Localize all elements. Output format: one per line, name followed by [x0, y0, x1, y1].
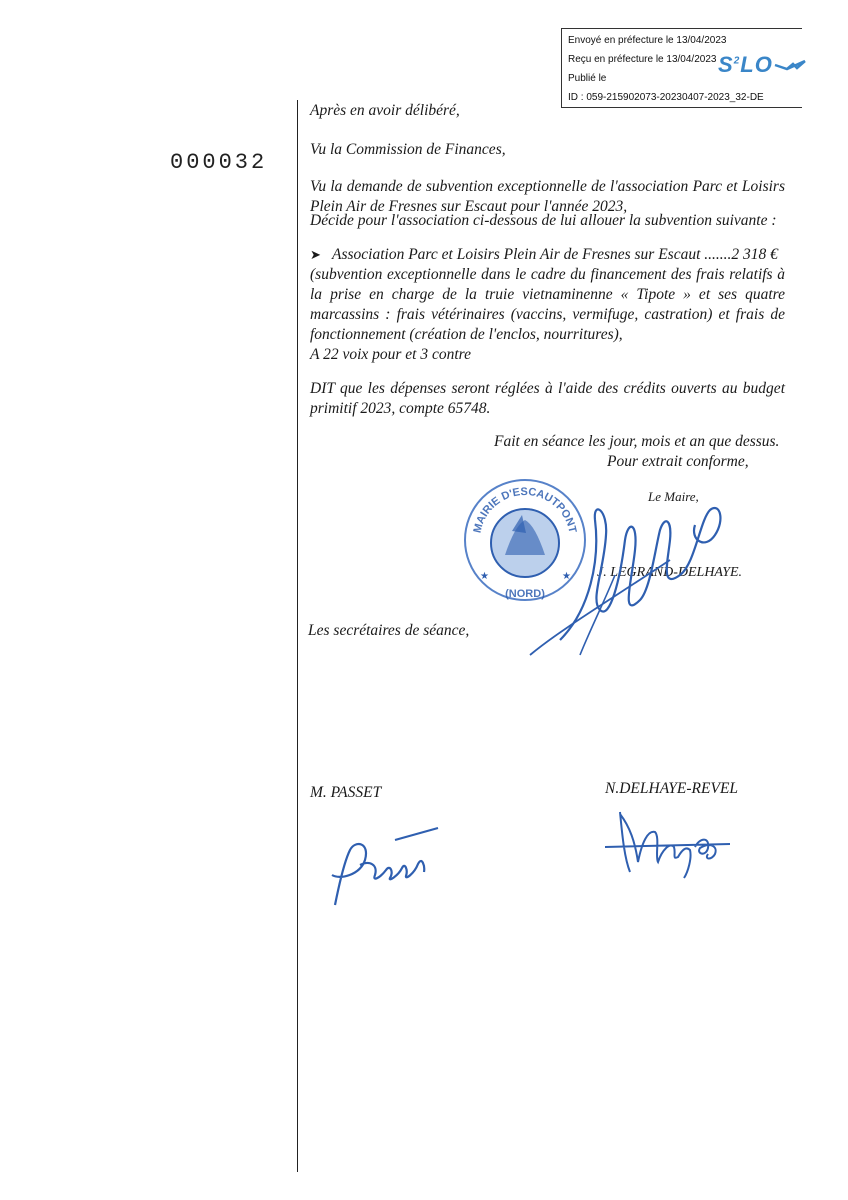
- delhaye-revel-signature: [600, 802, 740, 882]
- secretaire-2-name: N.DELHAYE-REVEL: [605, 780, 739, 797]
- bullet-line: [310, 245, 790, 265]
- passet-signature: [320, 820, 445, 910]
- arrow-bullet-icon: ➤: [310, 247, 321, 262]
- stamp-envoye: Envoyé en préfecture le 13/04/2023: [568, 35, 727, 46]
- para-demande: Vu la demande de subvention exceptionnelle de l'association Parc et Loisirs Plein Air de Fresnes sur Escaut pour l'année 2023,: [310, 178, 785, 215]
- bullet-detail: (subvention exceptionnelle dans le cadre du financement des frais relatifs à la prise en charge de la truie vietnaminenne « Tipote » et ses quatre marcassins : frais vétérinaires (vaccins, vermifuge, castration) et frais de fonctionnement (création de l'enclos, nourritures),: [310, 266, 785, 343]
- stamp-publie: Publié le: [568, 73, 607, 84]
- bullet-amount: .......2 318 €: [704, 246, 778, 263]
- para-decide: Décide pour l'association ci-dessous de lui allouer la subvention suivante :: [310, 212, 777, 229]
- para-dit: DIT que les dépenses seront réglées à l'aide des crédits ouverts au budget primitif 2023, compte 65748.: [310, 380, 785, 417]
- para-apres: Après en avoir délibéré,: [310, 102, 460, 119]
- closing-fait: Fait en séance les jour, mois et an que dessus.: [494, 433, 780, 450]
- svg-text:MAIRIE D'ESCAUTPONT: MAIRIE D'ESCAUTPONT: [471, 485, 579, 535]
- secretaire-1-name: M. PASSET: [310, 784, 382, 801]
- stamp-id: ID : 059-215902073-20230407-2023_32-DE: [568, 92, 764, 103]
- mayor-signature: [520, 480, 730, 670]
- svg-text:(NORD): (NORD): [505, 588, 545, 600]
- secretaires-label: Les secrétaires de séance,: [308, 622, 470, 639]
- closing-extrait: Pour extrait conforme,: [607, 453, 749, 470]
- svg-text:★: ★: [562, 571, 571, 582]
- maire-name: J. LEGRAND-DELHAYE.: [597, 565, 743, 580]
- svg-text:★: ★: [480, 571, 489, 582]
- margin-line: [297, 100, 298, 1172]
- maire-title: Le Maire,: [648, 489, 699, 504]
- vote-result: A 22 voix pour et 3 contre: [310, 346, 471, 363]
- bullet-association: Association Parc et Loisirs Plein Air de Fresnes sur Escaut: [332, 246, 701, 263]
- para-commission: Vu la Commission de Finances,: [310, 141, 506, 158]
- stamp-recu: Reçu en préfecture le 13/04/2023: [568, 54, 717, 65]
- document-number: 000032: [170, 150, 268, 175]
- s2lo-logo: $S^2LO$: [718, 52, 807, 78]
